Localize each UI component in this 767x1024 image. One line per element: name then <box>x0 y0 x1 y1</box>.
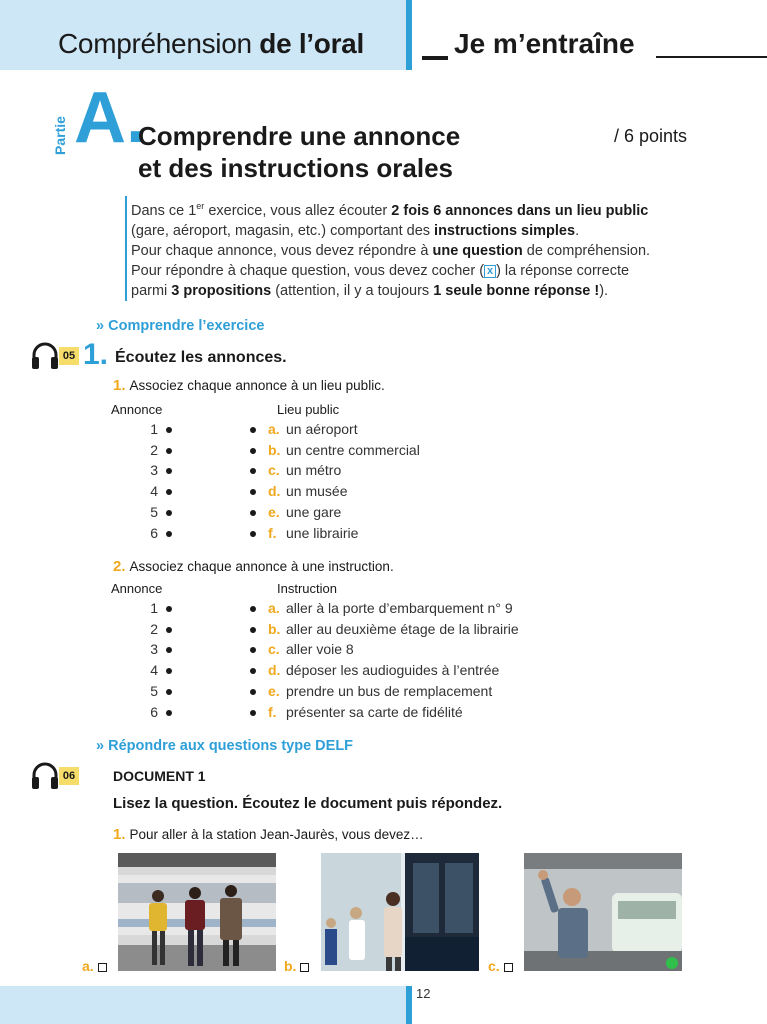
header-dash <box>422 56 448 60</box>
match-row <box>104 683 524 703</box>
match-dot-left[interactable] <box>166 489 172 495</box>
match-dot-left[interactable] <box>166 510 172 516</box>
exercise-title: Écoutez les annonces. <box>115 349 287 366</box>
annonce-number: 2 <box>150 620 158 637</box>
annonce-number: 5 <box>150 503 158 520</box>
points-label: / 6 points <box>614 126 688 146</box>
option-text: aller au deuxième étage de la librairie <box>286 620 519 637</box>
annonce-number: 3 <box>150 641 158 658</box>
question-1: 1. Associez chaque annonce à un lieu public. <box>113 377 385 394</box>
option-letter: e. <box>268 503 280 520</box>
page-number: 12 <box>416 986 431 1001</box>
match-dot-left[interactable] <box>166 710 172 716</box>
match-dot-right[interactable] <box>250 689 256 695</box>
annonce-number: 2 <box>150 441 158 458</box>
option-letter: b. <box>268 441 281 458</box>
annonce-number: 6 <box>150 524 158 541</box>
annonce-number: 5 <box>150 682 158 699</box>
section-title: Comprendre une annonce et des instructions orales <box>138 121 461 183</box>
match-dot-right[interactable] <box>250 627 256 633</box>
header-title: Compréhension de l’oral <box>58 28 364 59</box>
option-letter: b. <box>268 620 281 637</box>
annonce-number: 1 <box>150 421 158 437</box>
match-dot-left[interactable] <box>166 627 172 633</box>
option-letter: d. <box>268 483 281 500</box>
partie-letter: A. <box>74 78 146 158</box>
subhead-repondre: » Répondre aux questions type DELF <box>96 738 354 754</box>
headphones-icon[interactable] <box>30 341 60 371</box>
match-dot-left[interactable] <box>166 468 172 474</box>
match-dot-left[interactable] <box>166 606 172 612</box>
option-text: aller voie 8 <box>286 641 354 658</box>
match-dot-left[interactable] <box>166 531 172 537</box>
option-text: présenter sa carte de fidélité <box>286 703 463 720</box>
match-dot-left[interactable] <box>166 668 172 674</box>
match-row <box>104 462 524 482</box>
option-c[interactable]: c. <box>488 958 513 974</box>
match-row <box>104 442 524 462</box>
document-instruction: Lisez la question. Écoutez le document puis répondez. <box>113 795 503 812</box>
option-text: aller à la porte d’embarquement n° 9 <box>286 600 513 616</box>
col-lieu: Lieu public <box>277 402 340 417</box>
match-row <box>104 483 524 503</box>
annonce-number: 4 <box>150 483 158 500</box>
headphones-icon[interactable] <box>30 761 60 791</box>
document-question: 1. Pour aller à la station Jean-Jaurès, vous devez… <box>113 826 424 843</box>
annonce-number: 6 <box>150 703 158 720</box>
partie-label: Partie <box>52 116 68 155</box>
option-letter: e. <box>268 682 280 699</box>
option-text: un aéroport <box>286 421 358 437</box>
match-dot-right[interactable] <box>250 448 256 454</box>
col-annonce: Annonce <box>111 402 163 417</box>
match-dot-left[interactable] <box>166 689 172 695</box>
exercise-number: 1. <box>83 338 109 371</box>
photo-man-waving <box>524 853 682 971</box>
match-row <box>104 525 524 545</box>
match-dot-right[interactable] <box>250 710 256 716</box>
option-text: un métro <box>286 462 342 479</box>
footer-band <box>0 986 406 1024</box>
match-dot-right[interactable] <box>250 606 256 612</box>
option-text: prendre un bus de remplacement <box>286 682 493 699</box>
match-dot-right[interactable] <box>250 427 256 433</box>
match-dot-right[interactable] <box>250 510 256 516</box>
intro-text: Dans ce 1er exercice, vous allez écouter 2 fois 6 annonces dans un lieu public (gare, aéroport, magasin, etc.) comportant des instructions simples. Pour chaque annonce, vous devez répondre à une question de compréhension. Pour répondre à chaque question, vous devez cocher ( x ) la réponse correcte parmi 3 propositions (attention, il y a toujours 1 seule bonne réponse !). <box>125 196 651 301</box>
header-divider <box>406 0 412 70</box>
match-row <box>104 662 524 682</box>
option-letter: f. <box>268 703 277 720</box>
option-text: un centre commercial <box>286 441 420 458</box>
option-letter: d. <box>268 662 281 679</box>
document-title: DOCUMENT 1 <box>113 768 206 784</box>
footer-divider <box>406 986 412 1024</box>
option-a[interactable]: a. <box>82 958 107 974</box>
option-letter: a. <box>268 600 280 616</box>
track-number: 05 <box>59 347 79 365</box>
option-letter: c. <box>268 462 280 479</box>
annonce-number: 1 <box>150 600 158 616</box>
option-b[interactable]: b. <box>284 958 309 974</box>
col-annonce: Annonce <box>111 581 163 596</box>
match-row <box>104 621 524 641</box>
match-dot-right[interactable] <box>250 668 256 674</box>
match-dot-right[interactable] <box>250 647 256 653</box>
header-subtitle: Je m’entraîne <box>454 28 635 59</box>
match-row <box>104 504 524 524</box>
match-row <box>104 704 524 724</box>
match-dot-right[interactable] <box>250 489 256 495</box>
match-dot-right[interactable] <box>250 531 256 537</box>
photo-metro-platform <box>118 853 276 971</box>
match-dot-left[interactable] <box>166 427 172 433</box>
match-dot-right[interactable] <box>250 468 256 474</box>
match-row <box>104 641 524 661</box>
option-text: une gare <box>286 503 342 520</box>
option-letter: a. <box>268 421 280 437</box>
match-row <box>104 600 524 620</box>
checkbox-example-icon: x <box>484 265 496 278</box>
question-2: 2. Associez chaque annonce à une instruction. <box>113 558 394 575</box>
match-dot-left[interactable] <box>166 647 172 653</box>
annonce-number: 4 <box>150 662 158 679</box>
option-text: déposer les audioguides à l’entrée <box>286 662 500 679</box>
match-dot-left[interactable] <box>166 448 172 454</box>
track-number: 06 <box>59 767 79 785</box>
option-text: une librairie <box>286 524 359 541</box>
col-instruction: Instruction <box>277 581 337 596</box>
match-row <box>104 421 524 441</box>
subhead-comprendre: » Comprendre l’exercice <box>96 318 265 334</box>
header-rule <box>656 56 767 58</box>
photo-bus-passengers <box>321 853 479 971</box>
option-letter: c. <box>268 641 280 658</box>
annonce-number: 3 <box>150 462 158 479</box>
option-text: un musée <box>286 483 348 500</box>
option-letter: f. <box>268 524 277 541</box>
